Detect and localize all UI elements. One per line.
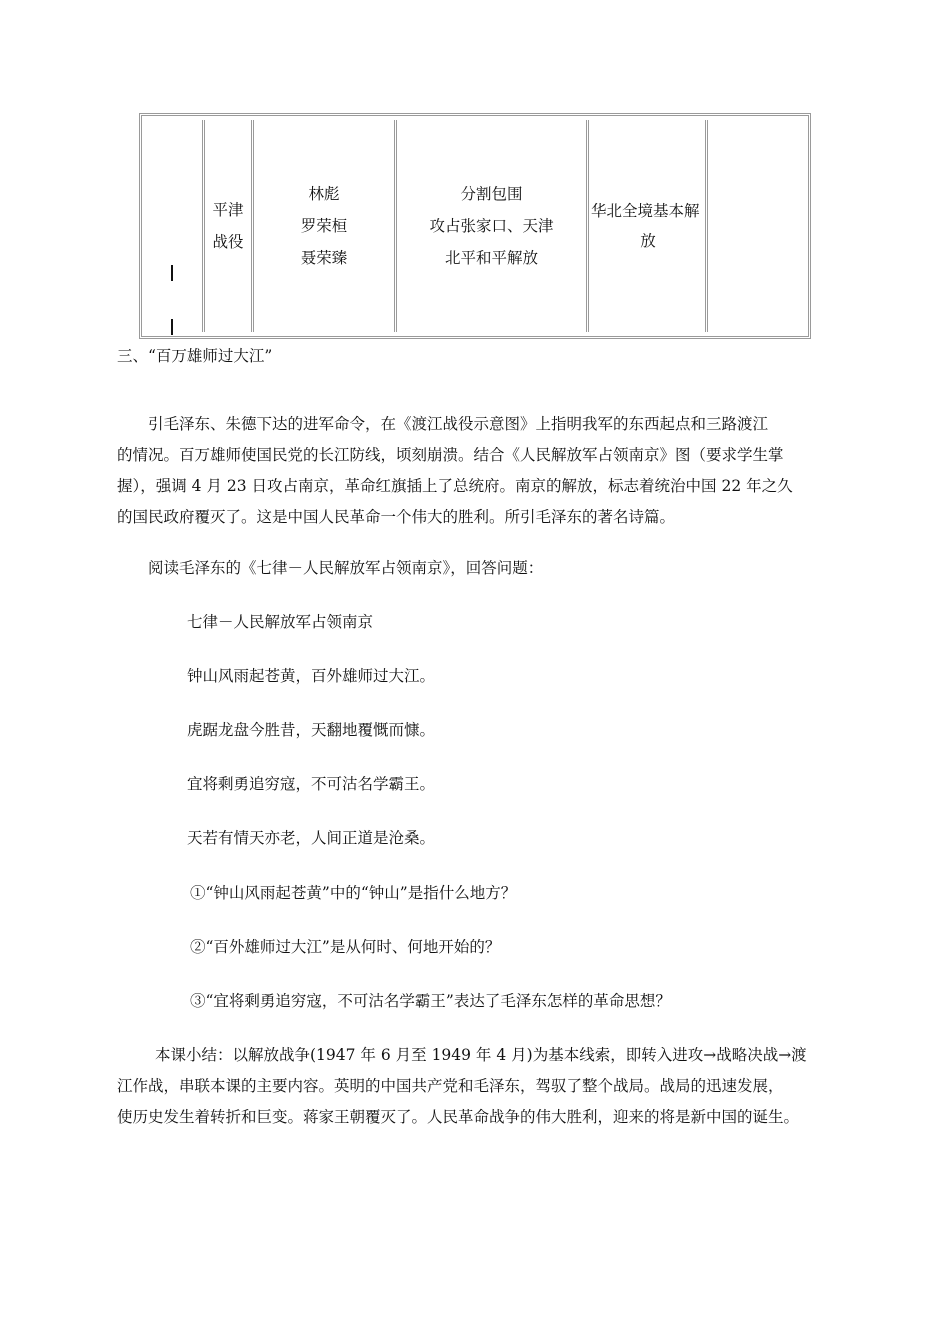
paragraph-line: 引毛泽东、朱德下达的进军命令，在《渡江战役示意图》上指明我军的东西起点和三路渡江 xyxy=(148,415,769,433)
poem-line: 宜将剩勇追穷寇，不可沽名学霸王。 xyxy=(187,775,436,793)
text-cursor-mark xyxy=(171,265,173,281)
result-line: 华北全境基本解 xyxy=(591,202,700,220)
paragraph-line: 的国民政府覆灭了。这是中国人民革命一个伟大的胜利。所引毛泽东的著名诗篇。 xyxy=(117,508,676,526)
table-cell-empty-right xyxy=(705,120,807,332)
reading-prompt: 阅读毛泽东的《七律－人民解放军占领南京》，回答问题： xyxy=(148,559,544,577)
poem-title: 七律－人民解放军占领南京 xyxy=(187,613,374,631)
commander-name: 聂荣臻 xyxy=(300,249,348,267)
table-cell-empty-left xyxy=(146,120,202,332)
table-cell-battle xyxy=(202,120,251,332)
battle-name-line: 平津 xyxy=(212,201,244,219)
poem-line: 虎踞龙盘今胜昔，天翻地覆慨而慷。 xyxy=(187,721,436,739)
question-item: ②“百外雄师过大江”是从何时、何地开始的？ xyxy=(190,938,501,956)
process-line: 攻占张家口、天津 xyxy=(429,217,554,235)
commander-name: 罗荣桓 xyxy=(300,217,348,235)
battle-name-line: 战役 xyxy=(212,233,244,251)
text-cursor-mark xyxy=(171,319,173,335)
table-cell-commanders xyxy=(251,120,394,332)
process-line: 分割包围 xyxy=(460,185,523,203)
summary-line: 江作战，串联本课的主要内容。英明的中国共产党和毛泽东，驾驭了整个战局。战局的迅速发展， xyxy=(117,1077,784,1095)
summary-line: 本课小结：以解放战争(1947 年 6 月至 1949 年 4 月)为基本线索，即转入进攻→战略决战→渡 xyxy=(155,1046,807,1064)
result-line: 放 xyxy=(640,232,656,250)
table-cell-result xyxy=(586,120,705,332)
process-line: 北平和平解放 xyxy=(444,249,538,267)
poem-line: 钟山风雨起苍黄，百外雄师过大江。 xyxy=(187,667,436,685)
question-item: ①“钟山风雨起苍黄”中的“钟山”是指什么地方？ xyxy=(190,884,517,902)
poem-line: 天若有情天亦老，人间正道是沧桑。 xyxy=(187,829,436,847)
battle-table xyxy=(139,113,811,339)
table-cell-process xyxy=(394,120,586,332)
paragraph-line: 的情况。百万雄师使国民党的长江防线，顷刻崩溃。结合《人民解放军占领南京》图（要求学生掌 xyxy=(117,446,784,464)
paragraph-line: 握），强调 4 月 23 日攻占南京，革命红旗插上了总统府。南京的解放，标志着统治中国 22 年之久 xyxy=(117,477,793,495)
section-title: 三、“百万雄师过大江” xyxy=(117,347,273,365)
commander-name: 林彪 xyxy=(308,185,340,203)
summary-line: 使历史发生着转折和巨变。蒋家王朝覆灭了。人民革命战争的伟大胜利，迎来的将是新中国的诞生。 xyxy=(117,1108,800,1126)
question-item: ③“宜将剩勇追穷寇，不可沽名学霸王”表达了毛泽东怎样的革命思想？ xyxy=(190,992,671,1010)
